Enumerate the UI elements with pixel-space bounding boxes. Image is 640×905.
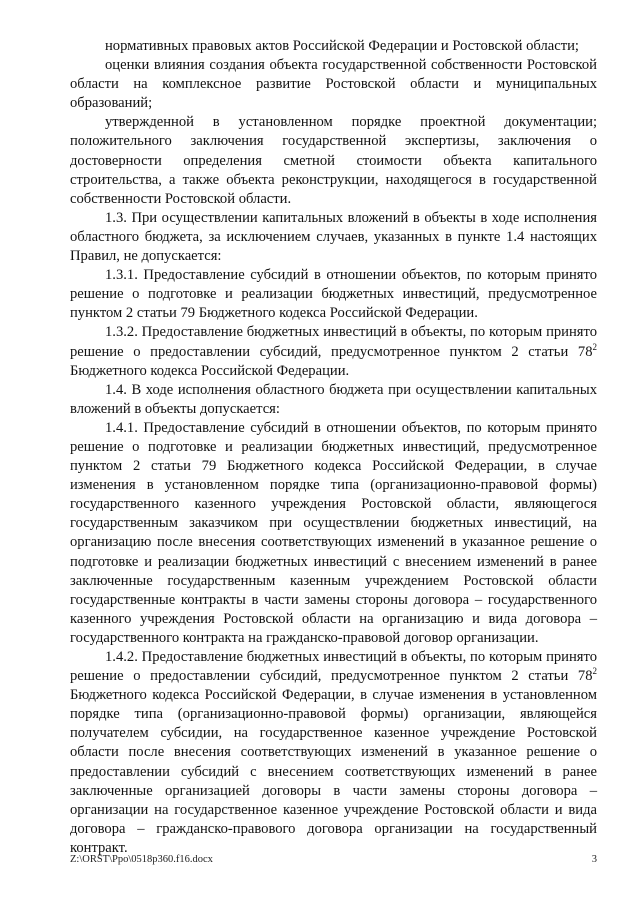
footer-file-path: Z:\ORST\Ppo\0518p360.f16.docx	[70, 854, 213, 865]
paragraph-text: Бюджетного кодекса Российской Федерации, в случае изменения в установленном порядке типа (организационно-правовой формы) организации, являющейся получателем субсидии, на государственное казенное учреждение Ростовской области после внесения соответствующих изменений в указанное решение о предоставлении субсидий с внесением соответствующих изменений в ранее заключенные организацией договоры в части замены стороны договора – организации на государственное казенное учреждение Ростовской области и вида договора – гражданско-правового договора организации на государственный контракт.	[70, 687, 597, 856]
paragraph: оценки влияния создания объекта государственной собственности Ростовской области на комплексное развитие Ростовской области и муниципальных образований;	[70, 57, 597, 112]
superscript: 2	[592, 341, 597, 352]
paragraph-text: 1.3.2. Предоставление бюджетных инвестиций в объекты, по которым принято решение о предоставлении субсидий, предусмотренное пунктом 2 статьи 78	[70, 324, 597, 360]
paragraph-text: 1.4.2. Предоставление бюджетных инвестиций в объекты, по которым принято решение о предоставлении субсидий, предусмотренное пунктом 2 статьи 78	[70, 649, 597, 685]
paragraph-text: Бюджетного кодекса Российской Федерации.	[70, 362, 350, 379]
page-footer	[70, 854, 597, 865]
superscript: 2	[592, 666, 597, 677]
paragraph: 1.3.1. Предоставление субсидий в отношении объектов, по которым принято решение о подготовке и реализации бюджетных инвестиций, предусмотренное пунктом 2 статьи 79 Бюджетного кодекса Российской Федерации.	[70, 267, 597, 322]
paragraph	[70, 323, 597, 380]
page-number: 3	[591, 854, 597, 865]
document-body	[70, 37, 597, 858]
paragraph: 1.4. В ходе исполнения областного бюджета при осуществлении капитальных вложений в объекты допускается:	[70, 381, 597, 417]
paragraph: 1.3. При осуществлении капитальных вложений в объекты в ходе исполнения областного бюджета, за исключением случаев, указанных в пункте 1.4 настоящих Правил, не допускается:	[70, 209, 597, 265]
paragraph	[70, 648, 597, 858]
paragraph: нормативных правовых актов Российской Федерации и Ростовской области;	[105, 38, 579, 54]
paragraph: 1.4.1. Предоставление субсидий в отношении объектов, по которым принято решение о подготовке и реализации бюджетных инвестиций, предусмотренное пунктом 2 статьи 79 Бюджетного кодекса Российской Федерации, в случае изменения в установленном порядке типа (организационно-правовой формы) государственного казенного учреждения Ростовской области, являющегося государственным заказчиком при осуществлении бюджетных инвестиций, на организацию после внесения соответствующих изменений в указанное решение о подготовке и реализации бюджетных инвестиций с внесением изменений в ранее заключенные государственным казенным учреждением Ростовской области государственные контракты в части замены стороны договора – государственного казенного учреждения Ростовской области на организацию и вида договора – государственного контракта на гражданско-правовой договор организации.	[70, 419, 597, 646]
paragraph: утвержденной в установленном порядке проектной документации; положительного заключения государственной экспертизы, заключения о достоверности определения сметной стоимости объекта капитального строительства, а также объекта реконструкции, находящегося в государственной собственности Ростовской области.	[70, 114, 597, 207]
